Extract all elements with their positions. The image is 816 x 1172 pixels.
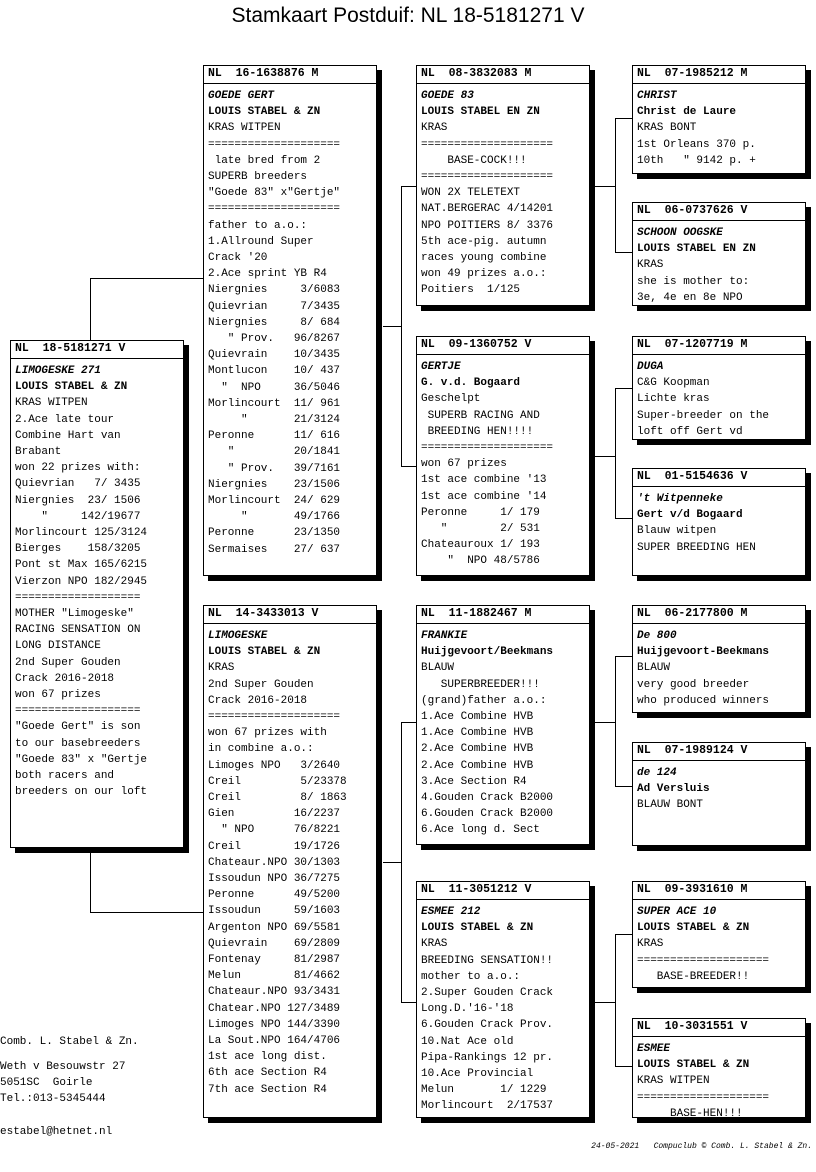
connector xyxy=(90,912,204,913)
detail-line: 1.Allround Super xyxy=(208,235,314,248)
detail-line: Pipa-Rankings 12 pr. xyxy=(421,1051,554,1064)
detail-line: 10th " 9142 p. + xyxy=(637,154,756,167)
ring-number: NL 11-3051212 V xyxy=(417,883,589,900)
detail-line: =================== xyxy=(15,705,141,718)
pigeon-card-ffm xyxy=(632,202,806,306)
detail-line: 1.Ace Combine HVB xyxy=(421,727,534,740)
detail-line: late bred from 2 xyxy=(208,154,321,167)
connector xyxy=(595,722,615,723)
detail-line: Pont st Max 165/6215 xyxy=(15,559,148,572)
detail-line: Niergnies 3/6083 xyxy=(208,284,341,297)
detail-line: 6.Gouden Crack Prov. xyxy=(421,1019,554,1032)
connector xyxy=(401,722,417,723)
detail-line: " 2/ 531 xyxy=(421,523,540,536)
detail-line: 4.Gouden Crack B2000 xyxy=(421,792,554,805)
connector xyxy=(615,656,616,786)
ring-number: NL 16-1638876 M xyxy=(204,67,376,84)
detail-line: 6th ace Section R4 xyxy=(208,1067,327,1080)
connector xyxy=(615,786,632,787)
detail-line: Quievrain 10/3435 xyxy=(208,349,341,362)
connector xyxy=(615,934,616,1066)
breeder-name: Huijgevoort/Beekmans xyxy=(421,646,554,659)
connector xyxy=(401,186,402,466)
pigeon-card-mfm xyxy=(632,742,806,846)
connector xyxy=(401,466,417,467)
detail-line: loft off Gert vd xyxy=(637,425,743,438)
connector xyxy=(615,656,632,657)
pigeon-name: ESMEE xyxy=(637,1043,671,1055)
detail-line: "Goede 83" x"Gertje" xyxy=(208,187,341,200)
connector xyxy=(401,1002,417,1003)
detail-line: ==================== xyxy=(421,171,554,184)
connector xyxy=(615,388,616,518)
connector xyxy=(595,186,615,187)
detail-line: SUPERB RACING AND xyxy=(421,409,540,422)
detail-line: BASE-HEN!!! xyxy=(637,1107,743,1120)
pigeon-card-mother xyxy=(203,605,377,1118)
connector xyxy=(595,456,615,457)
detail-line: "Goede 83" x "Gertje xyxy=(15,753,148,766)
detail-line: in combine a.o.: xyxy=(208,743,314,756)
pigeon-details xyxy=(637,628,801,709)
detail-line: Crack '20 xyxy=(208,252,268,265)
pigeon-card-fmm xyxy=(632,468,806,576)
club-name: Comb. L. Stabel & Zn. xyxy=(0,1036,139,1048)
detail-line: ==================== xyxy=(208,138,341,151)
pigeon-card-father-mother xyxy=(416,336,590,576)
detail-line: 1.Ace Combine HVB xyxy=(421,711,534,724)
ring-number: NL 07-1207719 M xyxy=(633,338,805,355)
breeder-name: LOUIS STABEL & ZN xyxy=(208,646,321,659)
detail-line: Long.D.'16-'18 xyxy=(421,1003,514,1016)
detail-line: La Sout.NPO 164/4706 xyxy=(208,1035,341,1048)
connector xyxy=(615,118,632,119)
detail-line: KRAS WITPEN xyxy=(637,1075,710,1088)
pigeon-card-fmf xyxy=(632,336,806,440)
detail-line: KRAS BONT xyxy=(637,122,697,135)
detail-line: 3e, 4e en 8e NPO xyxy=(637,291,743,304)
pigeon-details xyxy=(637,88,801,169)
pigeon-details xyxy=(421,359,585,570)
detail-line: she is mother to: xyxy=(637,275,750,288)
ring-number: NL 06-2177800 M xyxy=(633,607,805,624)
pigeon-name: GERTJE xyxy=(421,361,461,373)
detail-line: KRAS xyxy=(421,938,448,951)
detail-line: 2.Ace late tour xyxy=(15,413,115,426)
detail-line: 1st ace combine '14 xyxy=(421,490,547,503)
detail-line: 7th ace Section R4 xyxy=(208,1083,327,1096)
detail-line: " 142/19677 xyxy=(15,510,141,523)
breeder-name: LOUIS STABEL & ZN xyxy=(637,922,750,935)
breeder-name: LOUIS STABEL & ZN xyxy=(208,106,321,119)
detail-line: Peronne 49/5200 xyxy=(208,889,341,902)
detail-line: Chatear.NPO 127/3489 xyxy=(208,1002,341,1015)
pigeon-details xyxy=(421,628,585,839)
pigeon-name: FRANKIE xyxy=(421,630,468,642)
detail-line: SUPER BREEDING HEN xyxy=(637,541,756,554)
connector xyxy=(90,278,91,340)
pigeon-details xyxy=(421,904,585,1115)
detail-line: 1st Orleans 370 p. xyxy=(637,138,756,151)
connector xyxy=(595,1002,615,1003)
detail-line: "Goede Gert" is son xyxy=(15,721,141,734)
ring-number: NL 14-3433013 V xyxy=(204,607,376,624)
detail-line: 1st ace long dist. xyxy=(208,1051,327,1064)
detail-line: BLAUW xyxy=(637,662,671,675)
detail-line: Crack 2016-2018 xyxy=(208,694,308,707)
detail-line: won 67 prizes xyxy=(421,458,507,471)
pigeon-name: LIMOGESKE 271 xyxy=(15,365,101,377)
detail-line: 2.Ace Combine HVB xyxy=(421,759,534,772)
detail-line: Poitiers 1/125 xyxy=(421,284,521,297)
detail-line: won 22 prizes with: xyxy=(15,462,141,475)
detail-line: " NPO 48/5786 xyxy=(421,555,540,568)
detail-line: Sermaises 27/ 637 xyxy=(208,543,341,556)
ring-number: NL 18-5181271 V xyxy=(11,342,183,359)
detail-line: WON 2X TELETEXT xyxy=(421,187,521,200)
detail-line: " 21/3124 xyxy=(208,414,341,427)
detail-line: Super-breeder on the xyxy=(637,409,770,422)
detail-line: KRAS xyxy=(637,259,664,272)
detail-line: 10.Nat Ace old xyxy=(421,1035,514,1048)
detail-line: Melun 1/ 1229 xyxy=(421,1084,547,1097)
footer-credit: 24-05-2021 Compuclub © Comb. L. Stabel & Zn. xyxy=(591,1142,812,1151)
detail-line: Crack 2016-2018 xyxy=(15,672,115,685)
detail-line: Morlincourt 11/ 961 xyxy=(208,397,341,410)
detail-line: " 20/1841 xyxy=(208,446,341,459)
connector xyxy=(615,252,632,253)
ring-number: NL 09-3931610 M xyxy=(633,883,805,900)
detail-line: Peronne 11/ 616 xyxy=(208,430,341,443)
pigeon-name: SCHOON OOGSKE xyxy=(637,227,723,239)
pigeon-card-mmf xyxy=(632,881,806,988)
breeder-name: LOUIS STABEL EN ZN xyxy=(637,243,756,256)
detail-line: Morlincourt 24/ 629 xyxy=(208,495,341,508)
detail-line: very good breeder xyxy=(637,678,750,691)
detail-line: 6.Ace long d. Sect xyxy=(421,824,540,837)
pigeon-name: SUPER ACE 10 xyxy=(637,906,717,918)
pigeon-details xyxy=(637,491,801,556)
address-city: 5051SC Goirle xyxy=(0,1077,93,1089)
detail-line: Limoges NPO 144/3390 xyxy=(208,1018,341,1031)
breeder-name: LOUIS STABEL & ZN xyxy=(15,381,128,394)
pigeon-details xyxy=(421,88,585,299)
connector xyxy=(383,862,401,863)
detail-line: Niergnies 23/1506 xyxy=(208,478,341,491)
breeder-name: G. v.d. Bogaard xyxy=(421,377,521,390)
connector xyxy=(615,388,632,389)
detail-line: to our basebreeders xyxy=(15,737,141,750)
connector xyxy=(90,278,204,279)
detail-line: Lichte kras xyxy=(637,393,710,406)
breeder-name: LOUIS STABEL & ZN xyxy=(421,922,534,935)
pigeon-details xyxy=(637,1041,801,1122)
detail-line: 2.Super Gouden Crack xyxy=(421,987,554,1000)
detail-line: Morlincourt 125/3124 xyxy=(15,527,148,540)
pigeon-name: GOEDE 83 xyxy=(421,90,474,102)
detail-line: 2.Ace sprint YB R4 xyxy=(208,268,327,281)
pigeon-details xyxy=(637,904,801,985)
detail-line: SUPERBREEDER!!! xyxy=(421,678,540,691)
detail-line: Combine Hart van xyxy=(15,429,121,442)
detail-line: BASE-BREEDER!! xyxy=(637,970,750,983)
pigeon-name: De 800 xyxy=(637,630,677,642)
detail-line: Bierges 158/3205 xyxy=(15,543,141,556)
ring-number: NL 08-3832083 M xyxy=(417,67,589,84)
pigeon-details xyxy=(637,225,801,306)
detail-line: Quievrian 7/ 3435 xyxy=(15,478,141,491)
detail-line: ==================== xyxy=(637,954,770,967)
detail-line: KRAS xyxy=(637,938,664,951)
detail-line: Chateaur.NPO 30/1303 xyxy=(208,856,341,869)
ring-number: NL 07-1989124 V xyxy=(633,744,805,761)
detail-line: BLAUW BONT xyxy=(637,799,704,812)
breeder-name: Ad Versluis xyxy=(637,783,710,796)
detail-line: SUPERB breeders xyxy=(208,171,308,184)
detail-line: NAT.BERGERAC 4/14201 xyxy=(421,203,554,216)
detail-line: 2nd Super Gouden xyxy=(208,678,314,691)
detail-line: Geschelpt xyxy=(421,393,481,406)
pigeon-card-mff xyxy=(632,605,806,713)
ring-number: NL 07-1985212 M xyxy=(633,67,805,84)
detail-line: Brabant xyxy=(15,446,62,459)
detail-line: KRAS xyxy=(208,662,235,675)
detail-line: KRAS WITPEN xyxy=(208,122,281,135)
detail-line: races young combine xyxy=(421,252,547,265)
detail-line: won 49 prizes a.o.: xyxy=(421,268,547,281)
pigeon-card-father xyxy=(203,65,377,576)
detail-line: 1st ace combine '13 xyxy=(421,474,547,487)
detail-line: 5th ace-pig. autumn xyxy=(421,235,547,248)
detail-line: ==================== xyxy=(208,711,341,724)
breeder-name: LOUIS STABEL EN ZN xyxy=(421,106,540,119)
pigeon-card-father-father xyxy=(416,65,590,306)
detail-line: Chateaur.NPO 93/3431 xyxy=(208,986,341,999)
breeder-name: C&G Koopman xyxy=(637,377,710,390)
connector xyxy=(401,722,402,1002)
detail-line: MOTHER "Limogeske" xyxy=(15,608,134,621)
detail-line: " Prov. 96/8267 xyxy=(208,333,341,346)
pigeon-card-mother-mother xyxy=(416,881,590,1118)
detail-line: 3.Ace Section R4 xyxy=(421,775,527,788)
pigeon-name: 't Witpenneke xyxy=(637,493,723,505)
pigeon-name: DUGA xyxy=(637,361,664,373)
detail-line: KRAS WITPEN xyxy=(15,397,88,410)
pigeon-name: CHRIST xyxy=(637,90,677,102)
pigeon-name: ESMEE 212 xyxy=(421,906,481,918)
breeder-name: Gert v/d Bogaard xyxy=(637,509,743,522)
detail-line: " Prov. 39/7161 xyxy=(208,462,341,475)
detail-line: ==================== xyxy=(637,1091,770,1104)
ring-number: NL 06-0737626 V xyxy=(633,204,805,221)
pigeon-details xyxy=(637,765,801,814)
ring-number: NL 01-5154636 V xyxy=(633,470,805,487)
detail-line: NPO POITIERS 8/ 3376 xyxy=(421,219,554,232)
detail-line: BASE-COCK!!! xyxy=(421,154,527,167)
detail-line: Gien 16/2237 xyxy=(208,808,341,821)
connector xyxy=(90,848,91,912)
detail-line: Issoudun 59/1603 xyxy=(208,905,341,918)
detail-line: Quievrian 7/3435 xyxy=(208,300,341,313)
pigeon-card-fff xyxy=(632,65,806,174)
detail-line: both racers and xyxy=(15,770,115,783)
detail-line: Argenton NPO 69/5581 xyxy=(208,921,341,934)
detail-line: who produced winners xyxy=(637,694,770,707)
detail-line: Creil 5/23378 xyxy=(208,775,347,788)
connector xyxy=(615,518,632,519)
detail-line: 2.Ace Combine HVB xyxy=(421,743,534,756)
detail-line: Creil 8/ 1863 xyxy=(208,792,347,805)
detail-line: 2nd Super Gouden xyxy=(15,656,121,669)
detail-line: 10.Ace Provincial xyxy=(421,1068,534,1081)
detail-line: Niergnies 23/ 1506 xyxy=(15,494,141,507)
detail-line: Peronne 23/1350 xyxy=(208,527,341,540)
detail-line: 6.Gouden Crack B2000 xyxy=(421,808,554,821)
address-phone: Tel.:013-5345444 xyxy=(0,1093,106,1105)
pigeon-name: de 124 xyxy=(637,767,677,779)
address-street: Weth v Besouwstr 27 xyxy=(0,1061,126,1073)
detail-line: Peronne 1/ 179 xyxy=(421,506,540,519)
detail-line: breeders on our loft xyxy=(15,786,148,799)
detail-line: Chateauroux 1/ 193 xyxy=(421,539,540,552)
connector xyxy=(615,1066,632,1067)
detail-line: LONG DISTANCE xyxy=(15,640,101,653)
connector xyxy=(615,934,632,935)
detail-line: father to a.o.: xyxy=(208,219,308,232)
detail-line: Limoges NPO 3/2640 xyxy=(208,759,341,772)
connector xyxy=(615,118,616,252)
detail-line: BLAUW xyxy=(421,662,455,675)
pigeon-card-mmm xyxy=(632,1018,806,1118)
page-title: Stamkaart Postduif: NL 18-5181271 V xyxy=(231,4,585,27)
pigeon-details xyxy=(637,359,801,440)
ring-number: NL 10-3031551 V xyxy=(633,1020,805,1037)
ring-number: NL 11-1882467 M xyxy=(417,607,589,624)
detail-line: won 67 prizes xyxy=(15,689,101,702)
detail-line: =================== xyxy=(15,591,141,604)
detail-line: mother to a.o.: xyxy=(421,970,521,983)
detail-line: won 67 prizes with xyxy=(208,727,327,740)
pigeon-card-mother-father xyxy=(416,605,590,845)
detail-line: " NPO 76/8221 xyxy=(208,824,341,837)
address-email: estabel@hetnet.nl xyxy=(0,1126,113,1138)
detail-line: Creil 19/1726 xyxy=(208,840,341,853)
detail-line: Niergnies 8/ 684 xyxy=(208,316,341,329)
breeder-name: Christ de Laure xyxy=(637,106,737,119)
detail-line: ==================== xyxy=(421,442,554,455)
pigeon-details xyxy=(15,363,179,800)
pigeon-card-main xyxy=(10,340,184,848)
detail-line: KRAS xyxy=(421,122,448,135)
pigeon-name: LIMOGESKE xyxy=(208,630,268,642)
connector xyxy=(383,326,401,327)
detail-line: Melun 81/4662 xyxy=(208,970,341,983)
ring-number: NL 09-1360752 V xyxy=(417,338,589,355)
detail-line: Fontenay 81/2987 xyxy=(208,954,341,967)
breeder-name: Huijgevoort-Beekmans xyxy=(637,646,770,659)
detail-line: ==================== xyxy=(421,138,554,151)
detail-line: " NPO 36/5046 xyxy=(208,381,341,394)
detail-line: Montlucon 10/ 437 xyxy=(208,365,341,378)
detail-line: Vierzon NPO 182/2945 xyxy=(15,575,148,588)
breeder-name: LOUIS STABEL & ZN xyxy=(637,1059,750,1072)
detail-line: BREEDING SENSATION!! xyxy=(421,954,554,967)
detail-line: (grand)father a.o.: xyxy=(421,694,547,707)
connector xyxy=(401,186,417,187)
detail-line: Blauw witpen xyxy=(637,525,717,538)
detail-line: RACING SENSATION ON xyxy=(15,624,141,637)
pigeon-name: GOEDE GERT xyxy=(208,90,275,102)
detail-line: Issoudun NPO 36/7275 xyxy=(208,873,341,886)
detail-line: BREEDING HEN!!!! xyxy=(421,425,534,438)
pigeon-details xyxy=(208,628,372,1098)
detail-line: Quievrain 69/2809 xyxy=(208,937,341,950)
pigeon-details xyxy=(208,88,372,558)
detail-line: ==================== xyxy=(208,203,341,216)
detail-line: " 49/1766 xyxy=(208,511,341,524)
detail-line: Morlincourt 2/17537 xyxy=(421,1100,554,1113)
